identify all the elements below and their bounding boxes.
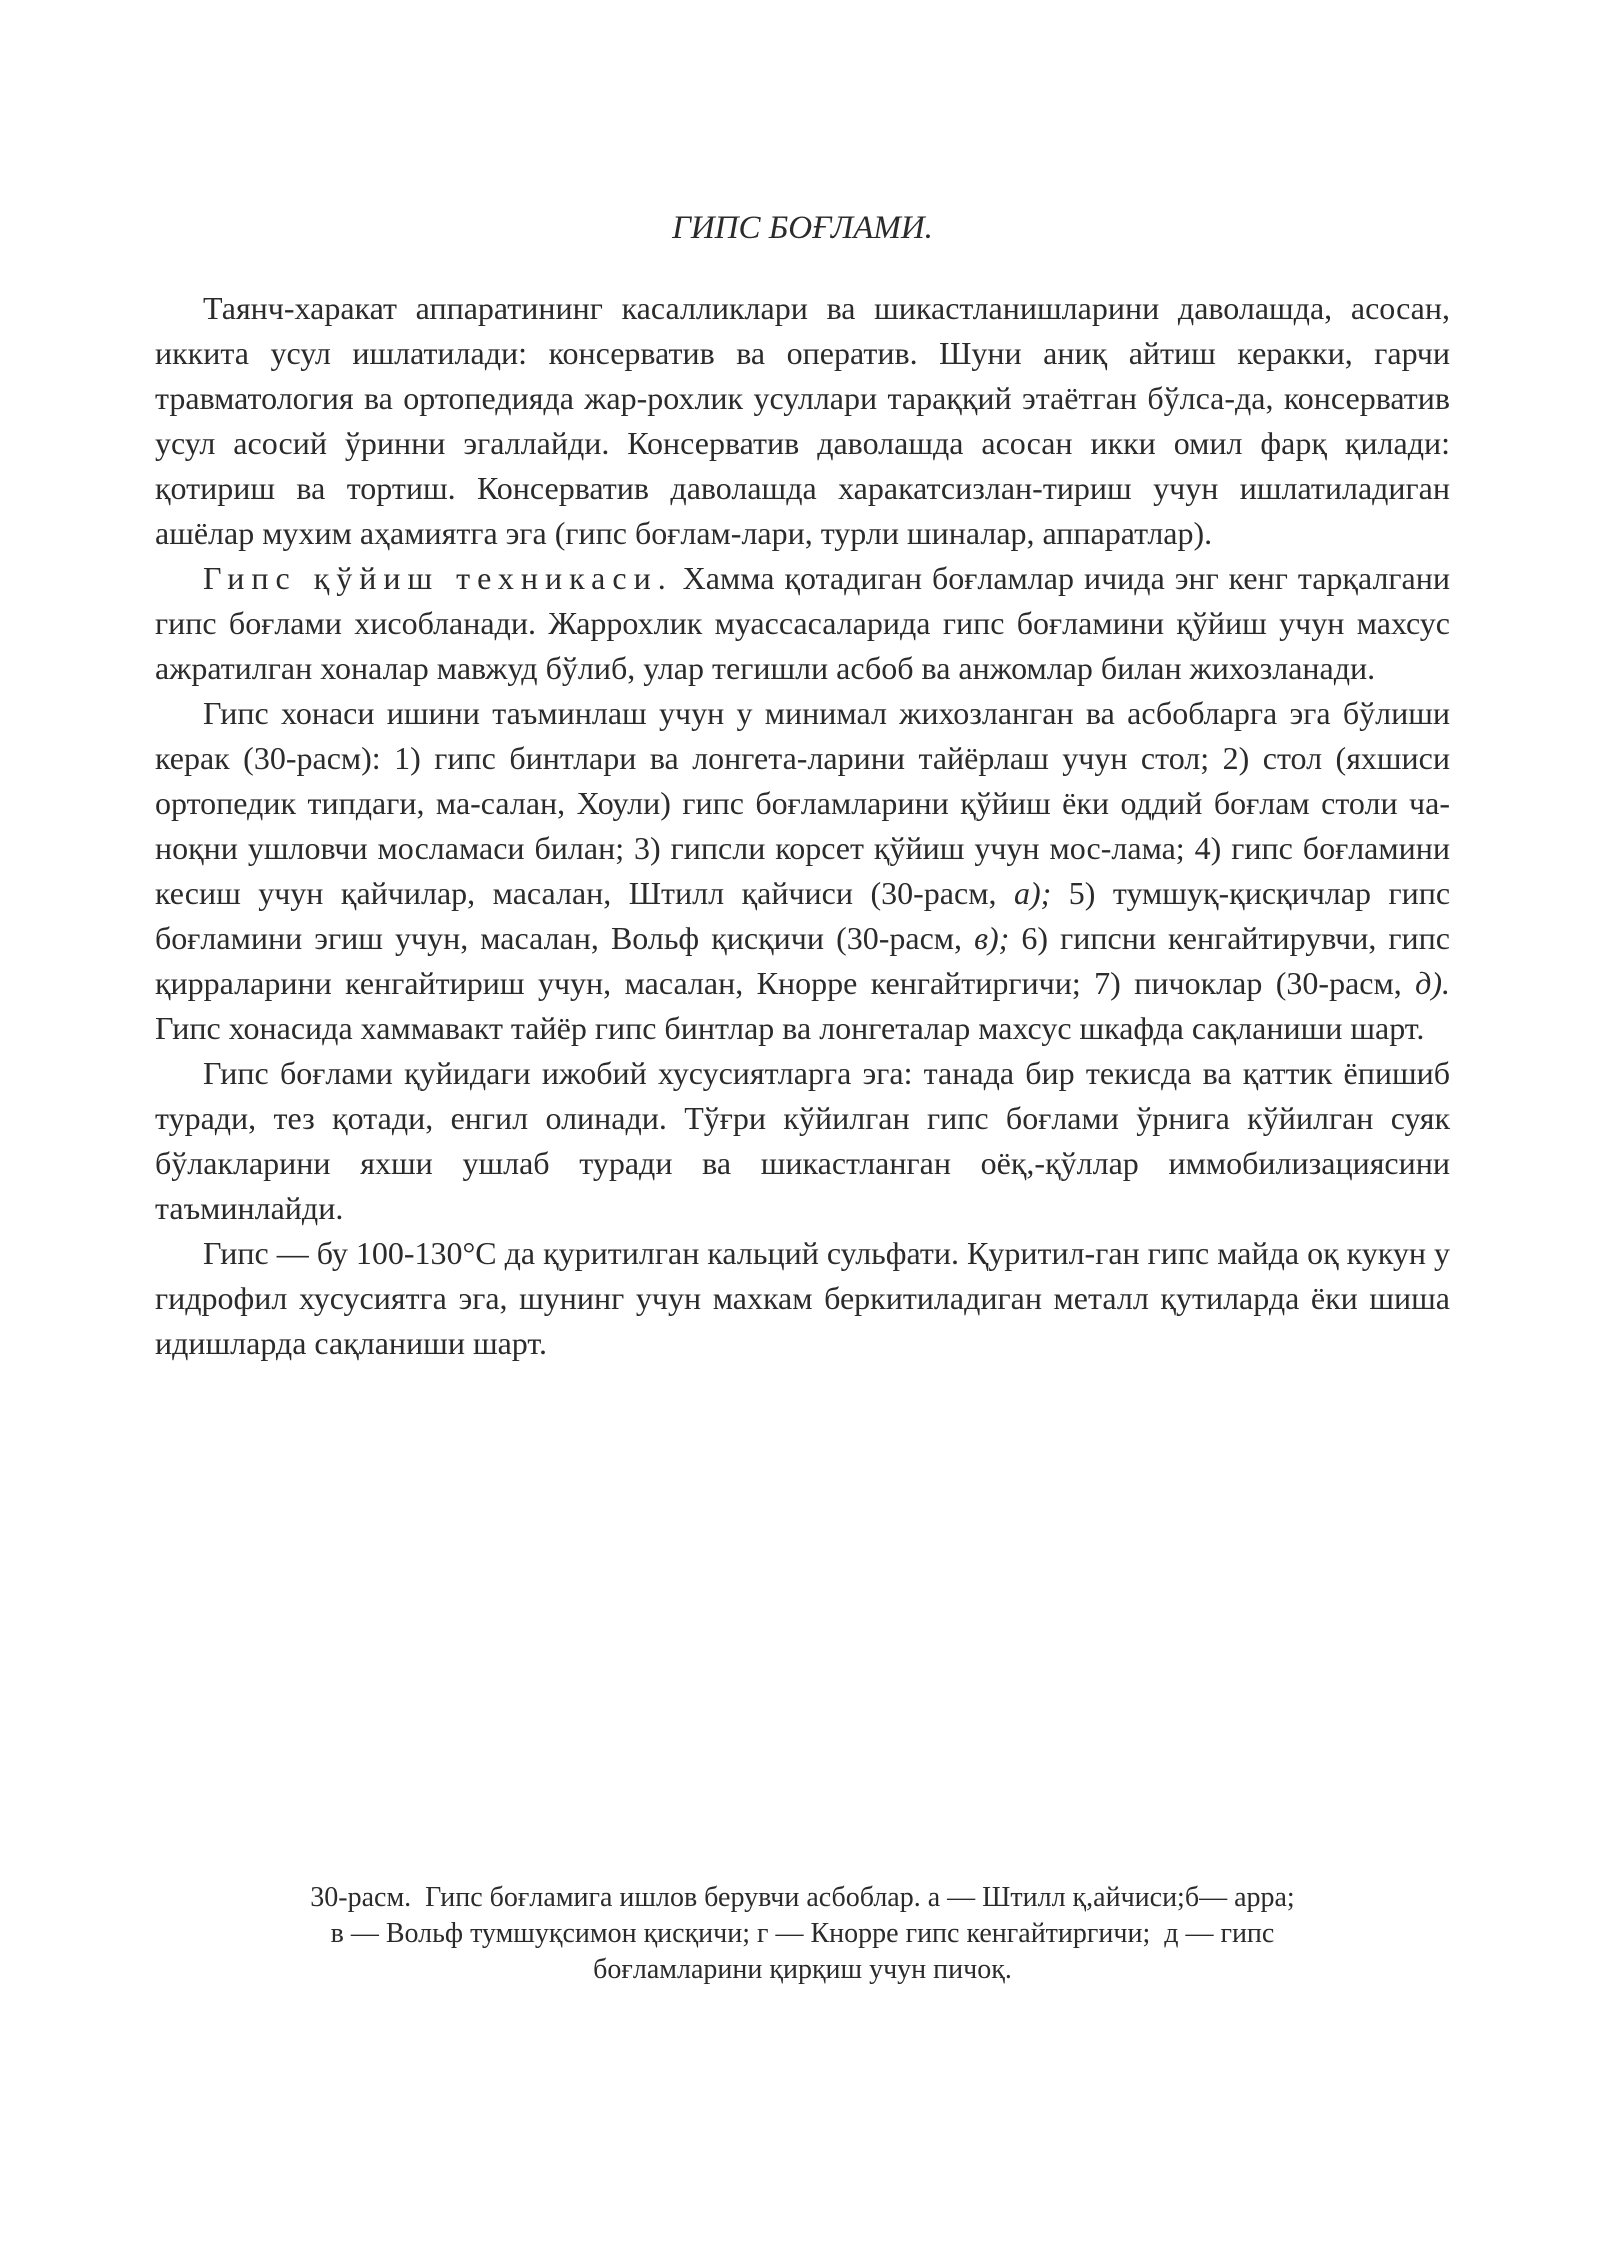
paragraph-3-text-2: 5) тумшуқ-қисқичлар гипс боғламини эгиш учун, масалан, Вольф қисқичи (30-расм, [155, 875, 1451, 956]
page-title: ГИПС БОҒЛАМИ. [672, 210, 933, 246]
figure-ref-v: в); [962, 920, 1010, 956]
paragraph-3-text-3: 6) гипсни кенгайтирувчи, гипс қирраларини кенгайтириш учун, масалан, Кнорре кенгайтиргичи; 7) пичоклар (30-расм, [155, 920, 1451, 1001]
figure-ref-d: д). [1401, 965, 1451, 1001]
caption-line-2: в — Вольф тумшуқсимон қисқичи; г — Кнорре гипс кенгайтиргичи; д — гипс [330, 1918, 1275, 1949]
paragraph-2 [155, 556, 1450, 691]
caption-line-1: 30-расм. Гипс боғламига ишлов берувчи асбоблар. а — Штилл қ,айчиси;б— арра; [310, 1882, 1295, 1913]
paragraph-3 [155, 691, 1450, 1051]
paragraph-3-text-4: Гипс хонасида хаммавакт тайёр гипс бинтлар ва лонгеталар махсус шкафда сақланиши шарт. [155, 1010, 1425, 1046]
paragraph-5: Гипс — бу 100-130°С да қуритилган кальций сульфати. Қуритил-ган гипс майда оқ кукун у гидрофил хусусиятга эга, шунинг учун махкам беркитиладиган металл қутиларда ёки шиша идишларда сақланиши шарт. [155, 1235, 1450, 1361]
caption-line-3: боғламларини қирқиш учун пичоқ. [593, 1954, 1012, 1985]
paragraph-1: Таянч-харакат аппаратининг касалликлари ва шикастланишларини даволашда, асосан, иккита усул ишлатилади: консерватив ва оператив. Шуни аниқ айтиш керакки, гарчи травматология ва ортопедияда жар-рохлик усуллари тараққий этаётган бўлса-да, консерватив усул асосий ўринни эгаллайди. Консерватив даволашда асосан икки омил фарқ қилади: қотириш ва тортиш. Консерватив даволашда харакатсизлан-тириш учун ишлатиладиган ашёлар мухим аҳамиятга эга (гипс боғлам-лари, турли шиналар, аппаратлар). [155, 290, 1450, 551]
paragraph-3-text-1: Гипс хонаси ишини таъминлаш учун у минимал жихозланган ва асбобларга эга бўлиши керак (30-расм): 1) гипс бинтлари ва лонгета-ларини тайёрлаш учун стол; 2) стол (яхшиси ортопедик типдаги, ма-салан, Хоули) гипс боғламларини қўйиш ёки оддий боғлам столи ча-ноқни ушловчи мосламаси билан; 3) гипсли корсет қўйиш учун мос-лама; 4) гипс боғламини кесиш учун қайчилар, масалан, Штилл қайчиси (30-расм, [155, 695, 1450, 911]
figure-ref-a: а); [996, 875, 1052, 911]
body-text [155, 286, 1450, 1366]
paragraph-2-text: Хамма қотадиган боғламлар ичида энг кенг тарқалгани гипс боғлами хисобланади. Жаррохлик муассасаларида гипс боғламини қўйиш учун махсус ажратилган хоналар мавжуд бўлиб, улар тегишли асбоб ва анжомлар билан жихозланади. [155, 560, 1451, 686]
section-heading-inline: Гипс қўйиш техникаси. [203, 560, 673, 596]
figure-caption [155, 1880, 1450, 1988]
paragraph-4: Гипс боғлами қуйидаги ижобий хусусиятларга эга: танада бир текисда ва қаттик ёпишиб туради, тез қотади, енгил олинади. Тўғри кўйилган гипс боғлами ўрнига кўйилган суяк бўлакларини яхши ушлаб туради ва шикастланган оёқ,-қўллар иммобилизациясини таъминлайди. [155, 1055, 1450, 1226]
